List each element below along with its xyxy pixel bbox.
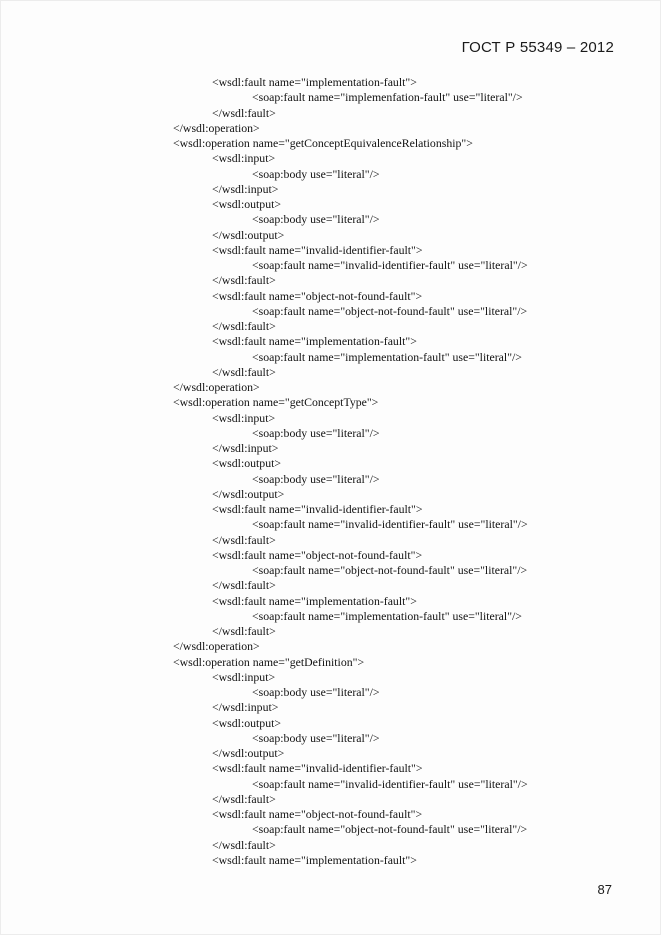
code-line: <soap:fault name="invalid-identifier-fault" use="literal"/> [252,517,528,532]
code-line: <soap:fault name="object-not-found-fault" use="literal"/> [252,303,528,318]
code-line: <wsdl:output> [212,715,282,730]
code-line: </wsdl:fault> [212,273,276,288]
code-line: <soap:body use="literal"/> [252,730,380,745]
code-line: <soap:fault name="object-not-found-fault" use="literal"/> [252,563,528,577]
code-line: <soap:body use="literal"/> [252,212,380,227]
code-line: <soap:fault name="invalid-identifier-fault" use="literal"/> [252,776,528,791]
wsdl-code-listing [1,75,661,868]
code-line: </wsdl:fault> [212,364,276,379]
code-line: <wsdl:fault name="invalid-identifier-fault"> [212,242,423,257]
code-line: <soap:fault name="implementation-fault" use="literal"/> [252,349,522,364]
code-line: </wsdl:operation> [173,120,260,135]
code-line: <wsdl:output> [212,456,282,471]
code-line: </wsdl:fault> [212,105,276,120]
code-line: </wsdl:input> [212,181,279,196]
code-line: <wsdl:fault name="implementation-fault"> [212,852,417,867]
code-line: </wsdl:operation> [173,639,260,654]
code-line: <soap:body use="literal"/> [252,685,380,699]
code-line: <wsdl:fault name="object-not-found-fault"> [212,807,423,821]
code-line: </wsdl:fault> [212,319,276,333]
code-line: <wsdl:fault name="invalid-identifier-fault"> [212,502,423,516]
code-line: <wsdl:fault name="object-not-found-fault"> [212,288,423,303]
code-line: <soap:fault name="implementation-fault" use="literal"/> [252,608,522,623]
code-line: </wsdl:output> [212,486,285,501]
code-line: </wsdl:operation> [173,380,260,394]
code-line: <wsdl:fault name="implementation-fault"> [212,75,417,89]
code-line: <wsdl:input> [212,151,276,166]
code-line: <wsdl:fault name="implementation-fault"> [212,334,417,349]
code-line: </wsdl:fault> [212,791,276,806]
code-line: </wsdl:fault> [212,624,276,638]
code-line: <wsdl:input> [212,669,276,684]
code-line: </wsdl:input> [212,700,279,715]
code-line: <wsdl:fault name="invalid-identifier-fault"> [212,761,423,776]
code-line: <soap:fault name="implemenfation-fault" use="literal"/> [252,90,523,105]
code-line: <wsdl:operation name="getConceptType"> [173,395,379,410]
code-line: <soap:fault name="object-not-found-fault" use="literal"/> [252,822,528,837]
code-line: </wsdl:output> [212,746,285,760]
code-line: <wsdl:fault name="object-not-found-fault"> [212,547,423,562]
code-line: <soap:fault name="invalid-identifier-fault" use="literal"/> [252,258,528,272]
code-line: <soap:body use="literal"/> [252,471,380,486]
code-line: </wsdl:input> [212,441,279,455]
code-line: </wsdl:fault> [212,578,276,593]
code-line: </wsdl:fault> [212,532,276,547]
code-line: <wsdl:input> [212,410,276,425]
code-line: <soap:body use="literal"/> [252,425,380,440]
standard-header: ГОСТ Р 55349 – 2012 [461,39,614,56]
code-line: <wsdl:operation name="getConceptEquivalenceRelationship"> [173,136,473,150]
code-line: </wsdl:fault> [212,837,276,852]
code-line: <wsdl:fault name="implementation-fault"> [212,593,417,608]
code-line: </wsdl:output> [212,227,285,242]
code-line: <soap:body use="literal"/> [252,166,380,181]
page-number: 87 [597,882,612,897]
code-line: <wsdl:operation name="getDefinition"> [173,654,365,669]
code-line: <wsdl:output> [212,197,282,211]
